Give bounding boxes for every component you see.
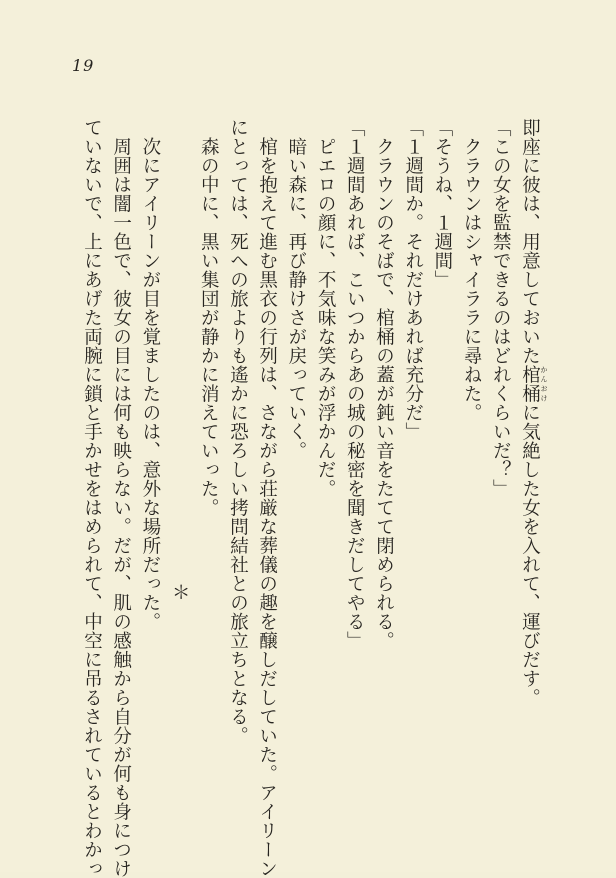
text-line-1-rest: に気絶した女を入れて、運びだす。 [519,403,541,707]
text-line-9: 暗い森に、再び静けさが戻っていく。 [285,118,307,460]
text-line-14: 周囲は闇一色で、彼女の目には何も映らない。だが、肌の感触から自分が何も身につけ [110,118,132,878]
text-line-2: 「この女を監禁できるのはどれくらいだ？」 [490,118,512,498]
text-line-10: 棺を抱えて進む黒衣の行列は、さながら荘厳な葬儀の趣を醸しだしていた。アイリーン [256,118,278,878]
text-line-12: 森の中に、黒い集団が静かに消えていった。 [198,118,220,517]
text-line-1-start: 即座に彼は、用意しておいた [519,118,541,365]
text-line-5: 「１週間か。それだけあれば充分だ」 [402,118,424,441]
text-line-7: 「１週間あれば、こいつからあの城の秘密を聞きだしてやる」 [344,118,366,650]
text-line-8: ピエロの顔に、不気味な笑みが浮かんだ。 [315,118,337,498]
text-line-13: 次にアイリーンが目を覚ましたのは、意外な場所だった。 [139,118,161,631]
section-break-asterisk: ＊ [169,582,191,602]
text-line-6: クラウンのそばで、棺桶の蓋が鈍い音をたてて閉められる。 [373,118,395,650]
text-line-1 [515,118,548,838]
page-number: 19 [72,56,95,75]
text-line-3: クラウンはシャイララに尋ねた。 [461,118,483,422]
text-line-11: にとっては、死への旅よりも遙かに恐ろしい拷問結社との旅立ちとなる。 [227,118,249,745]
vertical-text-body [77,118,548,878]
ruby-kanoke [519,365,548,403]
text-line-15: ていないで、上にあげた両腕に鎖と手かせをはめられて、中空に吊るされているとわかっ [81,118,103,878]
text-line-4: 「そうね、１週間」 [431,118,453,289]
ruby-base: 棺桶 [519,365,541,403]
section-break [165,118,194,838]
ruby-reading: かんおけ [540,365,548,403]
